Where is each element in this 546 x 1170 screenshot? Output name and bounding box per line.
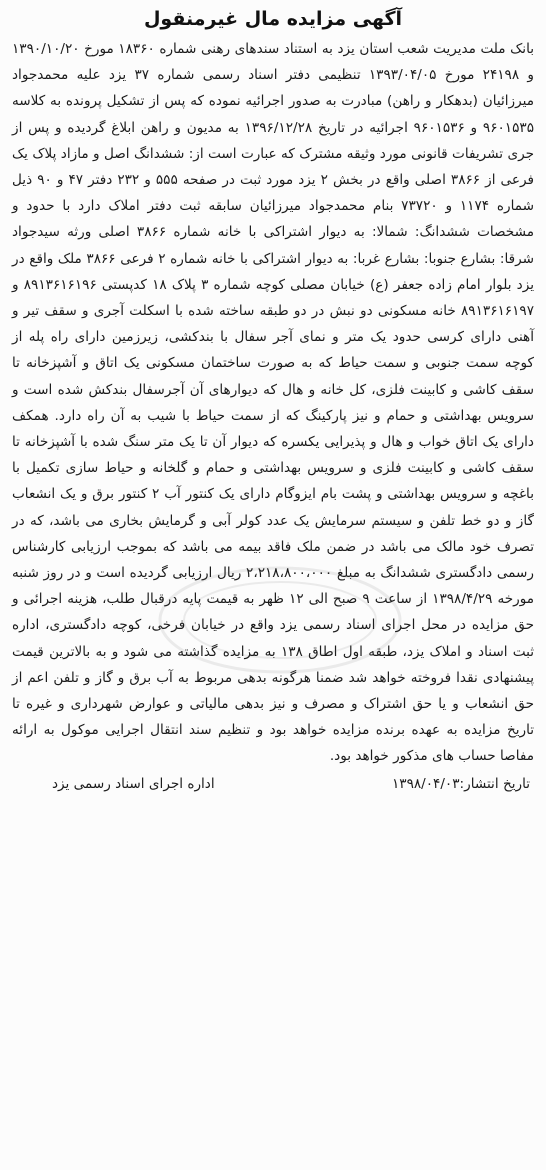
issuing-office: اداره اجرای اسناد رسمی یزد <box>52 775 215 792</box>
notice-footer <box>12 772 534 796</box>
publication-date: تاریخ انتشار:۱۳۹۸/۰۴/۰۳ <box>391 775 530 792</box>
notice-title: آگهی مزایده مال غیرمنقول <box>143 8 403 30</box>
notice-body: بانک ملت مدیریت شعب استان یزد به استناد سندهای رهنی شماره ۱۸۳۶۰ مورخ ۱۳۹۰/۱۰/۲۰ و ۲۴۱۹۸ مورخ ۱۳۹۳/۰۴/۰۵ تنظیمی دفتر اسناد رسمی شماره ۳۷ یزد علیه محمدجواد میرزائیان (بدهکار و راهن) مبادرت به صدور اجرائیه نموده که پس از تشکیل پرونده به کلاسه ۹۶۰۱۵۳۵ و ۹۶۰۱۵۳۶ اجرائیه در تاریخ ۱۳۹۶/۱۲/۲۸ به مدیون و راهن ابلاغ گردیده و پس از جری تشریفات قانونی مورد وثیقه مشترک که عبارت است از: ششدانگ اصل و مازاد پلاک یک فرعی از ۳۸۶۶ اصلی واقع در بخش ۲ یزد مورد ثبت در صفحه ۵۵۵ و ۲۳۲ دفتر ۴۷ و ۹۰ ذیل شماره ۱۱۷۴ و ۷۳۷۲۰ بنام محمدجواد میرزائیان سابقه ثبت دفتر املاک دارد با حدود و مشخصات ششدانگ: شمالا: به دیوار اشتراکی با خانه شماره ۳۸۶۶ اصلی ورثه سیدجواد شرقا: بشارع جنوبا: بشارع غربا: به دیوار اشتراکی با خانه شماره ۲ فرعی ۳۸۶۶ ملک واقع در یزد بلوار امام زاده جعفر (ع) خیابان مصلی کوچه شماره ۳ پلاک ۱۸ کدپستی ۸۹۱۳۶۱۶۱۹۶ و ۸۹۱۳۶۱۶۱۹۷ خانه مسکونی دو نبش در دو طبقه ساخته شده با اسکلت آجری و سقف تیر و آهنی دارای کرسی حدود یک متر و نمای آجر سفال با بندکشی، زیرزمین دارای راه پله از کوچه سمت جنوبی و سمت حیاط که به صورت ساختمان مسکونی یک اتاق و آشپزخانه تا سقف کاشی و کابینت فلزی، کل خانه و هال که دیوارهای آن آجرسفال بندکش شده است و سرویس بهداشتی و حمام و نیز پارکینگ که از سمت حیاط با شیب به آن راه دارد. همکف دارای یک اتاق خواب و هال و پذیرایی یکسره که دیوار آن تا یک متر سنگ شده با آشپزخانه تا سقف کاشی و کابینت فلزی و سرویس بهداشتی و حمام و گلخانه و حیاط سازی تکمیل با باغچه و سرویس بهداشتی و پشت بام ایزوگام دارای یک کنتور آب ۲ کنتور برق و یک انشعاب گاز و دو خط تلفن و سیستم سرمایش یک عدد کولر آبی و گرمایش بخاری می باشد، که در تصرف خود مالک می باشد در ضمن ملک فاقد بیمه می باشد که بموجب ارزیابی کارشناس رسمی دادگستری ششدانگ به مبلغ ۲،۲۱۸،۸۰۰،۰۰۰ ریال ارزیابی گردیده است و در روز شنبه مورخه ۱۳۹۸/۴/۲۹ از ساعت ۹ صبح الی ۱۲ ظهر به قیمت پایه درقبال طلب، هزینه اجرائی و حق مزایده در محل اجرای اسناد رسمی یزد واقع در خیابان فرخی، کوچه دادگستری، اداره ثبت اسناد و املاک یزد، طبقه اول اطاق ۱۳۸ به مزایده گذاشته می شود و به بالاترین قیمت پیشنهادی نقدا فروخته خواهد شد ضمنا هرگونه بدهی مربوط به آب برق و گاز و تلفن اعم از حق انشعاب و یا حق اشتراک و مصرف و نیز بدهی مالیاتی و عوارض شهرداری و غیره تا تاریخ مزایده به عهده برنده مزایده خواهد بود و تنظیم سند انتقال اجرایی موکول به ارائه مفاصا حساب های مذکور خواهد بود. <box>12 41 535 765</box>
